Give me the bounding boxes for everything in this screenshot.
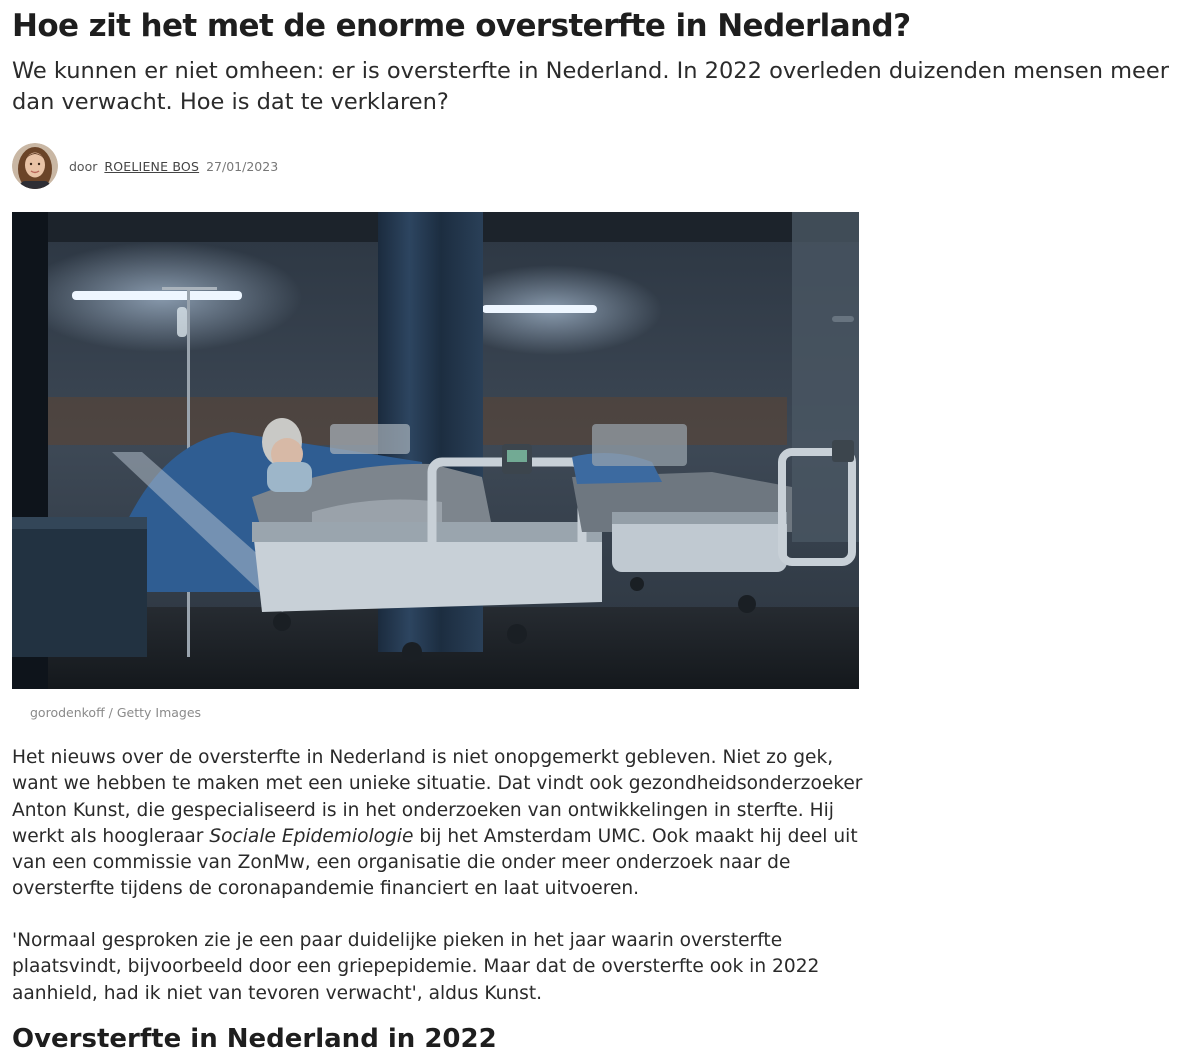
hero-image (12, 212, 859, 689)
article-lede: We kunnen er niet omheen: er is oversterfte in Nederland. In 2022 overleden duizenden mensen meer dan verwacht. Hoe is dat te verklaren? (12, 58, 1169, 115)
image-caption: gorodenkoff / Getty Images (30, 705, 202, 720)
body-paragraph-1 (12, 745, 872, 903)
paragraph-1-emphasis: Sociale Epidemiologie (209, 825, 414, 847)
paragraph-1-text-a: Het nieuws over de oversterfte in Nederland is niet onopgemerkt gebleven. Niet zo gek, want we hebben te maken met een unieke situatie. Dat vindt ook gezondheidsonderzoeker Anton Kunst, die gespecialiseerd is in het onderzoeken van ontwikkelingen in sterfte. Hij werkt als hoogleraar (12, 747, 863, 847)
article-title: Hoe zit het met de enorme oversterfte in Nederland? (12, 8, 911, 44)
byline-prefix: door (69, 158, 98, 174)
section-subheading: Oversterfte in Nederland in 2022 (12, 1024, 497, 1054)
body-paragraph-2: 'Normaal gesproken zie je een paar duidelijke pieken in het jaar waarin oversterfte plaatsvindt, bijvoorbeeld door een griepepidemie. Maar dat de oversterfte ook in 2022 aanhield, had ik niet van tevoren verwacht', aldus Kunst. (12, 930, 820, 1004)
author-link[interactable]: ROELIENE BOS (104, 158, 200, 174)
byline (12, 143, 278, 189)
byline-text (69, 159, 278, 174)
author-avatar[interactable] (12, 143, 58, 189)
hospital-ward-icon (12, 212, 859, 689)
paragraph-1-text-b: bij het Amsterdam UMC. Ook maakt hij deel uit van een commissie van ZonMw, een organisatie die onder meer onderzoek naar de oversterfte tijdens de coronapandemie financiert en laat uitvoeren. (12, 825, 858, 900)
publish-date: 27/01/2023 (206, 158, 279, 174)
